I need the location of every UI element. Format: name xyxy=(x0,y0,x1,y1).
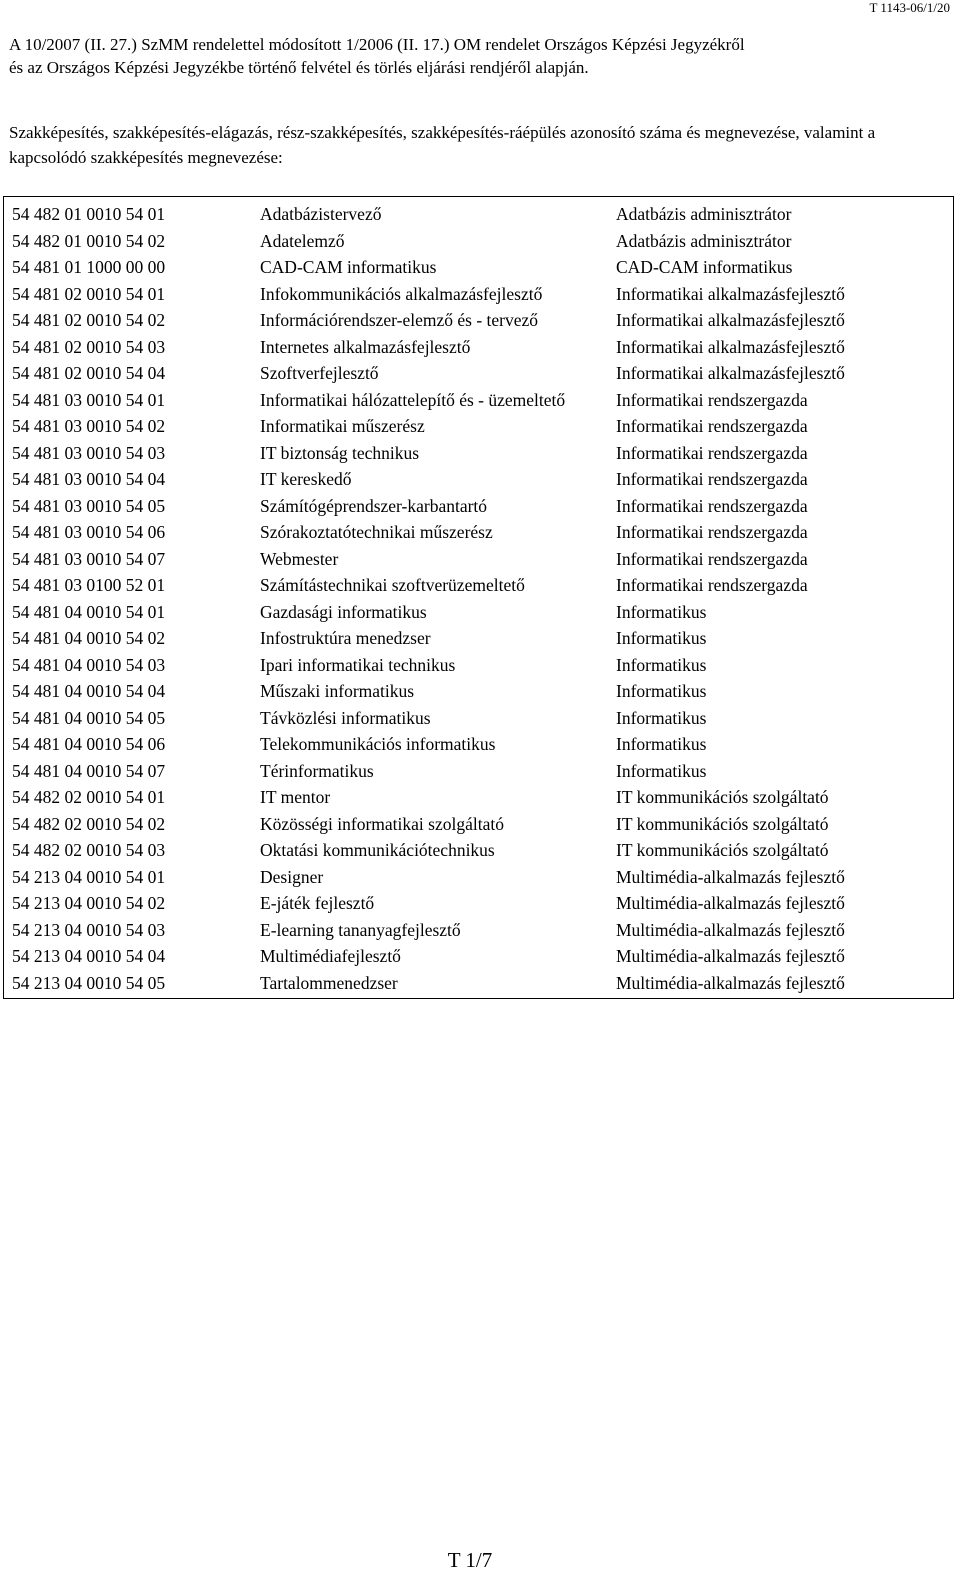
table-row xyxy=(4,197,954,228)
parent-qualification-cell: Informatikai rendszergazda xyxy=(616,548,808,569)
qualification-name-cell: Műszaki informatikus xyxy=(260,681,415,701)
qualification-code-cell: 54 481 03 0010 54 05 xyxy=(12,495,166,516)
qualification-name-cell: IT kereskedő xyxy=(260,469,352,489)
parent-qualification-cell: Multimédia-alkalmazás fejlesztő xyxy=(616,946,845,966)
parent-qualification-cell: Informatikai alkalmazásfejlesztő xyxy=(616,310,845,330)
qualification-code-cell: 54 481 04 0010 54 07 xyxy=(12,760,166,781)
qualification-table xyxy=(3,196,954,999)
qualification-code-cell: 54 213 04 0010 54 05 xyxy=(12,972,166,993)
qualification-code-cell: 54 213 04 0010 54 04 xyxy=(12,946,166,966)
table-row xyxy=(4,572,954,599)
qualification-name-cell: Szórakoztatótechnikai műszerész xyxy=(260,522,493,542)
intro-line-2: és az Országos Képzési Jegyzékbe történő felvétel és törlés eljárási rendjéről alapján. xyxy=(9,58,589,77)
qualification-name-cell: Adatelemző xyxy=(260,230,345,251)
table-row xyxy=(4,970,954,999)
qualification-name-cell: Szoftverfejlesztő xyxy=(260,363,379,383)
qualification-code-cell: 54 482 02 0010 54 01 xyxy=(12,787,166,807)
document-code: T 1143-06/1/20 xyxy=(869,0,950,15)
qualification-code-cell: 54 482 02 0010 54 03 xyxy=(12,840,166,860)
qualification-name-cell: Számítástechnikai szoftverüzemeltető xyxy=(260,575,525,595)
parent-qualification-cell: Informatikai rendszergazda xyxy=(616,522,808,542)
qualification-name-cell: Webmester xyxy=(260,548,339,569)
parent-qualification-cell: Informatikai alkalmazásfejlesztő xyxy=(616,336,845,357)
qualification-code-cell: 54 481 04 0010 54 05 xyxy=(12,707,166,728)
table-row xyxy=(4,731,954,758)
parent-qualification-cell: Adatbázis adminisztrátor xyxy=(616,230,792,251)
qualification-name-cell: IT biztonság technikus xyxy=(260,442,420,463)
qualification-name-cell: Információrendszer-elemző és - tervező xyxy=(260,310,539,330)
parent-qualification-cell: Multimédia-alkalmazás fejlesztő xyxy=(616,972,845,993)
intro-paragraph xyxy=(9,33,949,79)
parent-qualification-cell: Informatikai rendszergazda xyxy=(616,575,808,595)
qualification-code-cell: 54 481 03 0010 54 07 xyxy=(12,548,166,569)
table-row xyxy=(4,440,954,467)
qualification-name-cell: Tartalommenedzser xyxy=(260,972,398,993)
parent-qualification-cell: Informatikus xyxy=(616,654,707,675)
qualification-name-cell: Internetes alkalmazásfejlesztő xyxy=(260,336,471,357)
parent-qualification-cell: IT kommunikációs szolgáltató xyxy=(616,813,829,834)
qualification-name-cell: Designer xyxy=(260,866,324,887)
table-row xyxy=(4,228,954,255)
table-row xyxy=(4,705,954,732)
qualification-name-cell: Telekommunikációs informatikus xyxy=(260,734,496,754)
parent-qualification-cell: Informatikai rendszergazda xyxy=(616,442,808,463)
table-row xyxy=(4,943,954,970)
table-row xyxy=(4,625,954,652)
qualification-name-cell: Ipari informatikai technikus xyxy=(260,654,456,675)
qualification-code-cell: 54 481 01 1000 00 00 xyxy=(12,257,166,277)
qualification-code-cell: 54 481 03 0010 54 04 xyxy=(12,469,166,489)
qualification-name-cell: Oktatási kommunikációtechnikus xyxy=(260,840,495,860)
table-row xyxy=(4,652,954,679)
qualification-name-cell: Adatbázistervező xyxy=(260,204,382,224)
parent-qualification-cell: Informatikai rendszergazda xyxy=(616,389,808,410)
parent-qualification-cell: Informatikus xyxy=(616,628,707,648)
qualification-name-cell: Infostruktúra menedzser xyxy=(260,628,431,648)
parent-qualification-cell: IT kommunikációs szolgáltató xyxy=(616,787,829,807)
qualification-name-cell: E-játék fejlesztő xyxy=(260,893,375,913)
page-number: T 1/7 xyxy=(447,1548,493,1572)
qualification-name-cell: Informatikai műszerész xyxy=(260,416,425,436)
table-row xyxy=(4,413,954,440)
qualification-code-cell: 54 481 02 0010 54 02 xyxy=(12,310,166,330)
table-row xyxy=(4,837,954,864)
qualification-name-cell: Közösségi informatikai szolgáltató xyxy=(260,813,504,834)
table-row xyxy=(4,360,954,387)
intro-line-1: A 10/2007 (II. 27.) SzMM rendelettel módosított 1/2006 (II. 17.) OM rendelet Országos Képzési Jegyzékről xyxy=(9,35,745,54)
table-row xyxy=(4,281,954,308)
parent-qualification-cell: CAD-CAM informatikus xyxy=(616,257,793,277)
qualification-name-cell: Távközlési informatikus xyxy=(260,707,431,728)
parent-qualification-cell: Informatikai rendszergazda xyxy=(616,416,808,436)
qualification-code-cell: 54 481 03 0010 54 03 xyxy=(12,442,166,463)
qualification-table-body xyxy=(4,197,954,999)
table-row xyxy=(4,599,954,626)
qualification-name-cell: CAD-CAM informatikus xyxy=(260,257,437,277)
table-row xyxy=(4,890,954,917)
table-row xyxy=(4,493,954,520)
table-row xyxy=(4,466,954,493)
parent-qualification-cell: Informatikus xyxy=(616,681,707,701)
qualification-code-cell: 54 481 04 0010 54 01 xyxy=(12,601,166,622)
parent-qualification-cell: Informatikai rendszergazda xyxy=(616,495,808,516)
description-paragraph: Szakképesítés, szakképesítés-elágazás, rész-szakképesítés, szakképesítés-ráépülés azonosító száma és megnevezése, valamint a kapcsolódó szakképesítés megnevezése: xyxy=(9,123,876,167)
parent-qualification-cell: Informatikai alkalmazásfejlesztő xyxy=(616,363,845,383)
qualification-code-cell: 54 482 02 0010 54 02 xyxy=(12,813,166,834)
parent-qualification-cell: Informatikai rendszergazda xyxy=(616,469,808,489)
parent-qualification-cell: Multimédia-alkalmazás fejlesztő xyxy=(616,866,845,887)
parent-qualification-cell: Informatikai alkalmazásfejlesztő xyxy=(616,283,845,304)
qualification-name-cell: Térinformatikus xyxy=(260,760,374,781)
parent-qualification-cell: IT kommunikációs szolgáltató xyxy=(616,840,829,860)
parent-qualification-cell: Informatikus xyxy=(616,760,707,781)
table-row xyxy=(4,678,954,705)
qualification-name-cell: Informatikai hálózattelepítő és - üzemeltető xyxy=(260,389,566,410)
qualification-code-cell: 54 481 03 0010 54 01 xyxy=(12,389,166,410)
table-row xyxy=(4,784,954,811)
table-row xyxy=(4,546,954,573)
qualification-code-cell: 54 481 04 0010 54 02 xyxy=(12,628,166,648)
qualification-name-cell: Multimédiafejlesztő xyxy=(260,946,401,966)
qualification-name-cell: Gazdasági informatikus xyxy=(260,601,427,622)
parent-qualification-cell: Informatikus xyxy=(616,707,707,728)
qualification-code-cell: 54 213 04 0010 54 02 xyxy=(12,893,166,913)
parent-qualification-cell: Informatikus xyxy=(616,734,707,754)
qualification-code-cell: 54 481 04 0010 54 03 xyxy=(12,654,166,675)
table-row xyxy=(4,307,954,334)
table-row xyxy=(4,519,954,546)
qualification-code-cell: 54 481 04 0010 54 04 xyxy=(12,681,166,701)
qualification-code-cell: 54 213 04 0010 54 01 xyxy=(12,866,166,887)
qualification-code-cell: 54 213 04 0010 54 03 xyxy=(12,919,166,940)
qualification-code-cell: 54 481 02 0010 54 04 xyxy=(12,363,166,383)
table-row xyxy=(4,758,954,785)
qualification-code-cell: 54 481 03 0010 54 06 xyxy=(12,522,166,542)
qualification-name-cell: Számítógéprendszer-karbantartó xyxy=(260,495,488,516)
parent-qualification-cell: Multimédia-alkalmazás fejlesztő xyxy=(616,893,845,913)
table-row xyxy=(4,864,954,891)
table-row xyxy=(4,334,954,361)
parent-qualification-cell: Multimédia-alkalmazás fejlesztő xyxy=(616,919,845,940)
qualification-code-cell: 54 482 01 0010 54 01 xyxy=(12,204,166,224)
table-row xyxy=(4,254,954,281)
qualification-name-cell: IT mentor xyxy=(260,787,331,807)
qualification-code-cell: 54 481 03 0010 54 02 xyxy=(12,416,166,436)
table-row xyxy=(4,811,954,838)
qualification-code-cell: 54 481 04 0010 54 06 xyxy=(12,734,166,754)
qualification-code-cell: 54 481 03 0100 52 01 xyxy=(12,575,166,595)
parent-qualification-cell: Informatikus xyxy=(616,601,707,622)
parent-qualification-cell: Adatbázis adminisztrátor xyxy=(616,204,792,224)
table-row xyxy=(4,917,954,944)
table-row xyxy=(4,387,954,414)
qualification-code-cell: 54 482 01 0010 54 02 xyxy=(12,230,166,251)
qualification-name-cell: E-learning tananyagfejlesztő xyxy=(260,919,461,940)
qualification-code-cell: 54 481 02 0010 54 01 xyxy=(12,283,166,304)
qualification-name-cell: Infokommunikációs alkalmazásfejlesztő xyxy=(260,283,543,304)
qualification-code-cell: 54 481 02 0010 54 03 xyxy=(12,336,166,357)
